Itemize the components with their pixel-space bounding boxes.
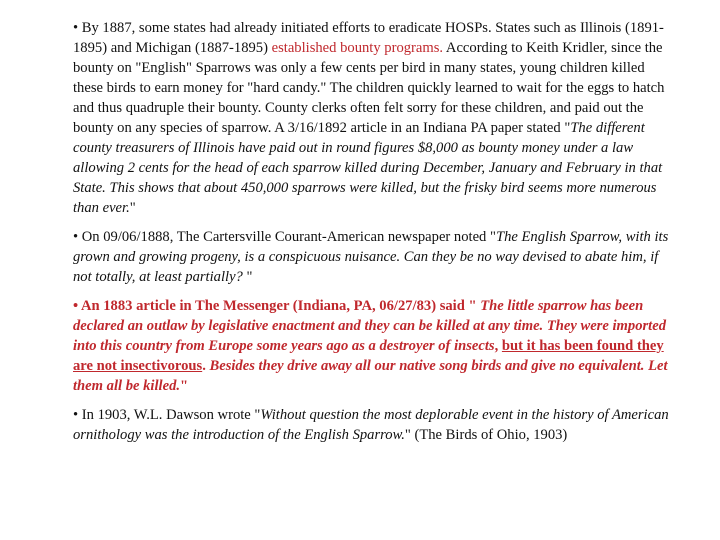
p3-underlined: but it has been found they are not insectivorous <box>73 338 664 374</box>
text-content <box>73 18 671 454</box>
paragraph-messenger <box>73 296 671 396</box>
p2-text-c: " <box>242 269 253 285</box>
p1-quote: The different county treasurers of Illinois have paid out in round figures $8,000 as bounty money under a law allowing 2 cents for the head of each sparrow killed during December, January and February in that State. This shows that about 450,000 sparrows were killed, but the frisky bird seems more numerous than ever. <box>73 120 663 216</box>
p3-quote-1: The little sparrow has been declared an outlaw by legislative enactment and they can be killed at any time. They were imported into this country from Europe some years ago as a destroyer of insects <box>73 298 666 354</box>
p4-quote: Without question the most deplorable event in the history of American ornithology was the introduction of the English Sparrow. <box>73 407 669 443</box>
p1-text-a: • By 1887, some states had already initiated efforts to eradicate HOSPs. States such as Illinois (1891-1895) and Michigan (1887-1895) <box>73 20 664 56</box>
p4-text-c: " (The Birds of Ohio, 1903) <box>404 427 568 443</box>
p3-dot: . <box>202 358 210 374</box>
p3-text-c: " <box>180 378 189 394</box>
paragraph-cartersville <box>73 227 671 287</box>
p1-text-b: According to Keith Kridler, since the bounty on "English" Sparrows was only a few cents per bird in many states, young children killed these birds to earn money for "hard candy." The children quickly learned to wait for the eggs to hatch and thus quadruple their bounty. County clerks often felt sorry for these children, and paid out the bounty on any species of sparrow. A 3/16/1892 article in an Indiana PA paper stated " <box>73 40 665 136</box>
p4-text-a: • In 1903, W.L. Dawson wrote " <box>73 407 261 423</box>
p3-comma: , <box>494 338 502 354</box>
paragraph-dawson <box>73 405 671 445</box>
paragraph-bounty-programs <box>73 18 671 218</box>
p2-text-a: • On 09/06/1888, The Cartersville Courant-American newspaper noted " <box>73 229 496 245</box>
p3-quote-2: Besides they drive away all our native song birds and give no equivalent. Let them all be killed. <box>73 358 668 394</box>
p3-text-a: • An 1883 article in The Messenger (Indiana, PA, 06/27/83) said " <box>73 298 481 314</box>
p1-text-c: " <box>129 200 136 216</box>
p2-quote: The English Sparrow, with its grown and growing progeny, is a conspicuous nuisance. Can they be no way devised to abate him, if not totally, at least partially? <box>73 229 669 285</box>
bounty-programs-link[interactable]: established bounty programs. <box>271 40 444 56</box>
